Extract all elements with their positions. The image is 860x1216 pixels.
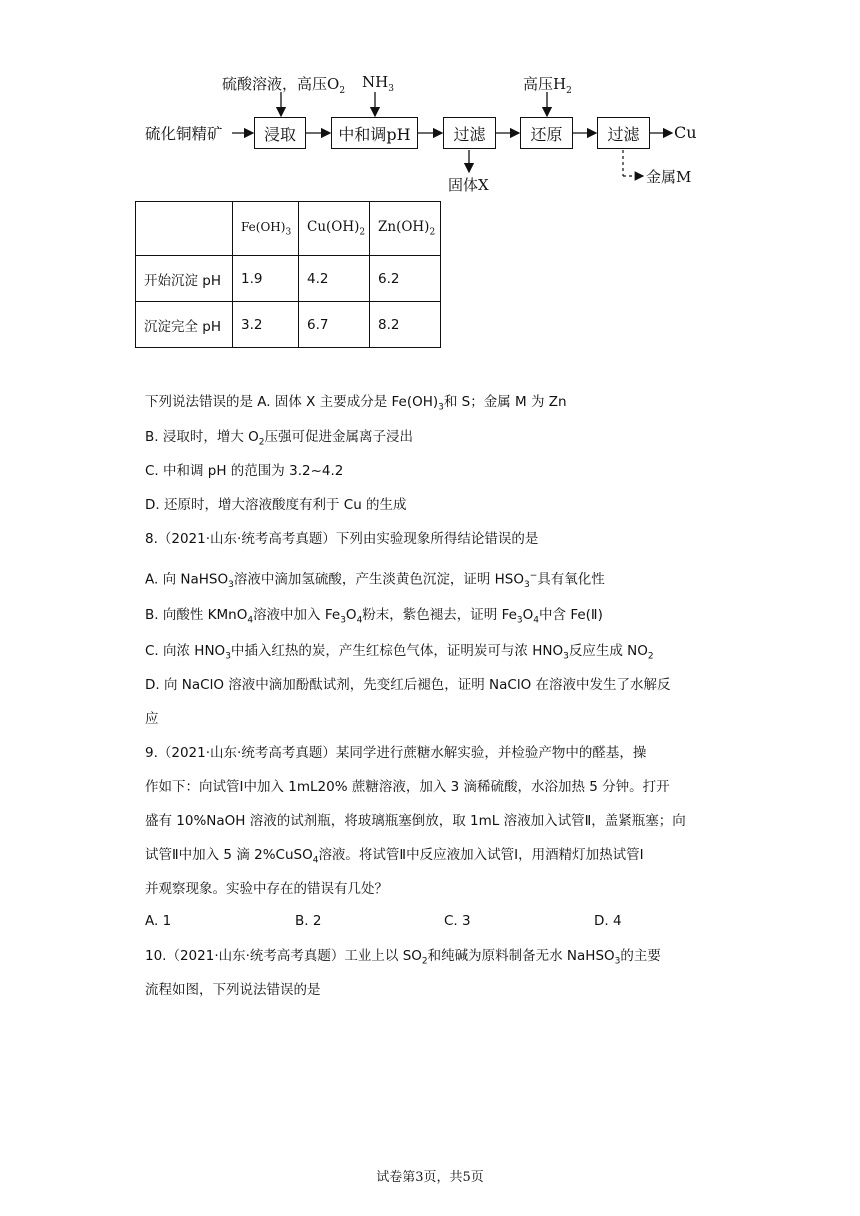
q8-option-a: A. 向 NaHSO$_3$溶液中滴加氢硫酸，产生淡黄色沉淀，证明 $HSO_3^-$具有氧化性 <box>145 571 605 591</box>
q7-option-b: B. 浸取时，增大 $O_2$压强可促进金属离子浸出 <box>145 429 413 448</box>
flow-step-leach: 浸取 <box>254 117 306 149</box>
table-cell: 1.9 <box>233 256 299 302</box>
q10-line-2: 流程如图，下列说法错误的是 <box>145 982 321 998</box>
q8-stem: 8.（2021·山东·统考高考真题）下列由实验现象所得结论错误的是 <box>145 531 539 547</box>
table-header-cell: $Cu(OH)_2$ <box>299 202 370 256</box>
q9-line-4: 试管Ⅱ中加入 5 滴 2%CuSO$_4$溶液。将试管Ⅱ中反应液加入试管Ⅰ，用酒精灯加热试管Ⅰ <box>145 847 644 866</box>
table-cell: 3.2 <box>233 302 299 348</box>
q9-line-5: 并观察现象。实验中存在的错误有几处？ <box>145 881 388 897</box>
q9-line-1: 9.（2021·山东·统考高考真题）某同学进行蔗糖水解实验，并检验产物中的醛基，操 <box>145 745 647 761</box>
table-row <box>136 256 441 302</box>
table-row-label: 开始沉淀 pH <box>136 256 233 302</box>
flow-step-filter-1: 过滤 <box>443 117 496 149</box>
q7-option-a: 下列说法错误的是 A. 固体 X 主要成分是 $Fe(OH)_3$和 S；金属 M 为 Zn <box>145 394 567 413</box>
table-row <box>136 302 441 348</box>
table-header-row <box>136 202 441 256</box>
table-row-label: 沉淀完全 pH <box>136 302 233 348</box>
flow-step-reduce: 还原 <box>520 117 573 149</box>
flow-reagent-ammonia: $NH_3$ <box>362 73 394 94</box>
q9-line-3: 盛有 10%NaOH 溶液的试剂瓶，将玻璃瓶塞倒放，取 1mL 溶液加入试管Ⅱ，盖紧瓶塞；向 <box>145 813 686 829</box>
ph-table <box>135 201 441 348</box>
flow-output-cu: Cu <box>674 123 697 142</box>
q8-option-b: B. 向酸性 KMnO$_4$溶液中加入 $Fe_3O_4$粉末，紫色褪去，证明 $Fe_3O_4$中含 Fe(Ⅱ) <box>145 607 603 626</box>
table-header-cell: $Zn(OH)_2$ <box>370 202 441 256</box>
table-header-cell <box>136 202 233 256</box>
q9-option-b: B. 2 <box>295 913 322 929</box>
table-cell: 8.2 <box>370 302 441 348</box>
flow-metal-m: 金属M <box>646 168 692 186</box>
q7-option-d: D. 还原时，增大溶液酸度有利于 Cu 的生成 <box>145 497 407 513</box>
flow-reagent-acid-oxygen: 硫酸溶液，高压$O_2$ <box>222 75 346 96</box>
flow-arrows <box>0 0 860 200</box>
q8-option-d-line1: D. 向 NaClO 溶液中滴加酚酞试剂，先变红后褪色，证明 NaClO 在溶液中发生了水解反 <box>145 677 671 693</box>
q8-option-c: C. 向浓 $HNO_3$中插入红热的炭，产生红棕色气体，证明炭可与浓 $HNO_3$反应生成 $NO_2$ <box>145 643 654 662</box>
q7-option-c: C. 中和调 pH 的范围为 3.2~4.2 <box>145 463 344 479</box>
q9-option-a: A. 1 <box>145 913 172 929</box>
flow-step-neutralize: 中和调pH <box>331 117 418 149</box>
flow-reagent-hydrogen: 高压$H_2$ <box>523 75 572 96</box>
table-cell: 6.2 <box>370 256 441 302</box>
table-cell: 4.2 <box>299 256 370 302</box>
q10-line-1: 10.（2021·山东·统考高考真题）工业上以 $SO_2$和纯碱为原料制备无水 NaHSO$_3$的主要 <box>145 948 661 967</box>
flow-step-filter-2: 过滤 <box>597 117 650 149</box>
q9-option-c: C. 3 <box>444 913 471 929</box>
q9-option-d: D. 4 <box>594 913 622 929</box>
flow-solid-x: 固体X <box>448 176 489 194</box>
q8-option-d-line2: 应 <box>145 711 159 727</box>
table-header-cell: $Fe(OH)_3$ <box>233 202 299 256</box>
page-footer: 试卷第3页，共5页 <box>376 1170 484 1185</box>
q9-line-2: 作如下：向试管Ⅰ中加入 1mL20% 蔗糖溶液，加入 3 滴稀硫酸，水浴加热 5 分钟。打开 <box>145 779 670 795</box>
flow-input-label: 硫化铜精矿 <box>145 125 223 143</box>
table-cell: 6.7 <box>299 302 370 348</box>
